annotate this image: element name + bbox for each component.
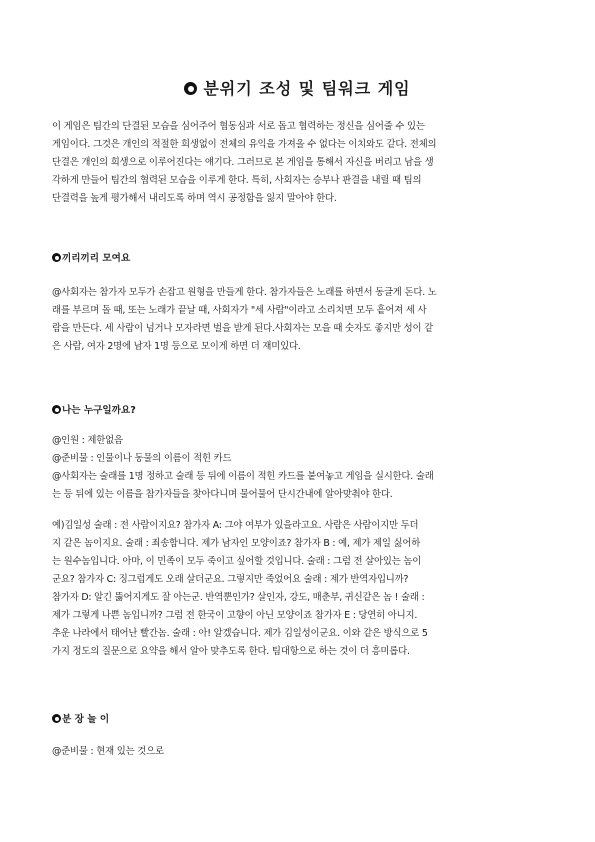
section-heading-text: 나는 누구일까요? — [62, 405, 136, 416]
text-line: 가지 정도의 질문으로 요약을 해서 알아 맞추도록 한다. 팀대항으로 하는 것이 더 흥미롭다. — [52, 646, 410, 657]
text-line: @인원 : 제한없음 — [52, 435, 123, 446]
intro-paragraph — [52, 118, 548, 208]
text-line: 참가자 D: 알긴 뚫어지게도 잘 아는군. 반역뿐인가? 살인자, 강도, 매춘부, 귀신같은 놈 ! 술래 : — [52, 592, 425, 603]
text-line: 이 게임은 팀간의 단결된 모습을 심어주어 협동심과 서로 돕고 협력하는 정신을 심어줄 수 있는 — [52, 121, 425, 132]
text-line: 는 원수놈입니다. 아마, 이 민족이 모두 죽이고 싶어할 것입니다. 술래 : 그럼 전 살아있는 놈이 — [52, 556, 422, 567]
text-line: 군요? 참가자 C: 징그럽게도 오래 살더군요. 그렇지만 죽었어요 술래 : 제가 반역자입니까? — [52, 574, 409, 585]
text-line: 예)김일성 술래 : 전 사람이지요? 참가자 A: 그야 여부가 있을라고요. 사람은 사람이지만 두더 — [52, 520, 419, 531]
text-line: 게임이다. 그것은 개인의 적절한 희생없이 전체의 유익을 가져올 수 없다는 이치와도 같다. 전체의 — [52, 139, 437, 150]
text-line: 람을 만든다. 세 사람이 넘거나 모자라면 벌을 받게 된다.사회자는 모을 때 숫자도 좋지만 성이 같 — [52, 323, 434, 334]
section-body — [52, 743, 548, 761]
text-line: 래를 부르며 돌 때, 또는 노래가 끝날 때, 사회자가 "세 사람"이라고 소리치면 모두 흩어져 세 사 — [52, 305, 427, 316]
text-line: 각하게 만들어 팀간의 협력된 모습을 이루게 한다. 특히, 사회자는 승부나 판결을 내릴 때 팀의 — [52, 175, 422, 186]
text-line: @준비물 : 현재 있는 것으로 — [52, 746, 164, 757]
text-line: 은 사람, 여자 2명에 남자 1명 등으로 모이게 하면 더 재미있다. — [52, 341, 301, 352]
section-heading — [52, 250, 130, 264]
text-line: 는 등 뒤에 있는 이름을 참가자들을 찾아다니며 물어물어 단시간내에 알아맞춰야 한다. — [52, 489, 393, 500]
text-line: 단결력을 높게 평가해서 내리도록 하며 역시 공정함을 잃지 말아야 한다. — [52, 193, 337, 204]
page-title-text: 분위기 조성 및 팀워크 게임 — [203, 79, 411, 98]
bullet-icon — [52, 405, 61, 414]
bullet-icon — [184, 82, 197, 95]
text-line: 단결은 개인의 희생으로 이루어진다는 얘기다. 그러므로 본 게임을 통해서 자신을 버리고 남을 생 — [52, 157, 434, 168]
page-title — [0, 76, 595, 99]
bullet-icon — [52, 714, 61, 723]
text-line: @사회자는 참가자 모두가 손잡고 원형을 만들게 한다. 참가자들은 노래를 하면서 동글게 돈다. 노 — [52, 287, 437, 298]
text-line: 추운 나라에서 태어난 빨간놈. 술래 : 아! 알겠습니다. 제가 김일성이군요. 이와 같은 방식으로 5 — [52, 628, 428, 639]
section-example — [52, 517, 548, 661]
section-heading — [52, 402, 136, 416]
text-line: 지 같은 놈이지요. 술래 : 죄송합니다. 제가 남자인 모양이죠? 참가자 B : 예, 제가 제일 싫어하 — [52, 538, 421, 549]
section-heading — [52, 711, 109, 725]
text-line: 제가 그렇게 나쁜 놈입니까? 그럼 전 한국이 고향이 아닌 모양이죠 참가자 E : 당연히 아니지. — [52, 610, 418, 621]
section-body — [52, 284, 548, 356]
section-heading-text: 끼리끼리 모여요 — [62, 253, 131, 264]
section-body — [52, 432, 548, 504]
text-line: @사회자는 술래를 1명 정하고 술래 등 뒤에 이름이 적힌 카드를 붙여놓고 게임을 실시한다. 술래 — [52, 471, 434, 482]
bullet-icon — [52, 253, 61, 262]
text-line: @준비물 : 인물이나 동물의 이름이 적힌 카드 — [52, 453, 232, 464]
section-heading-text: 분 장 놀 이 — [62, 714, 110, 725]
